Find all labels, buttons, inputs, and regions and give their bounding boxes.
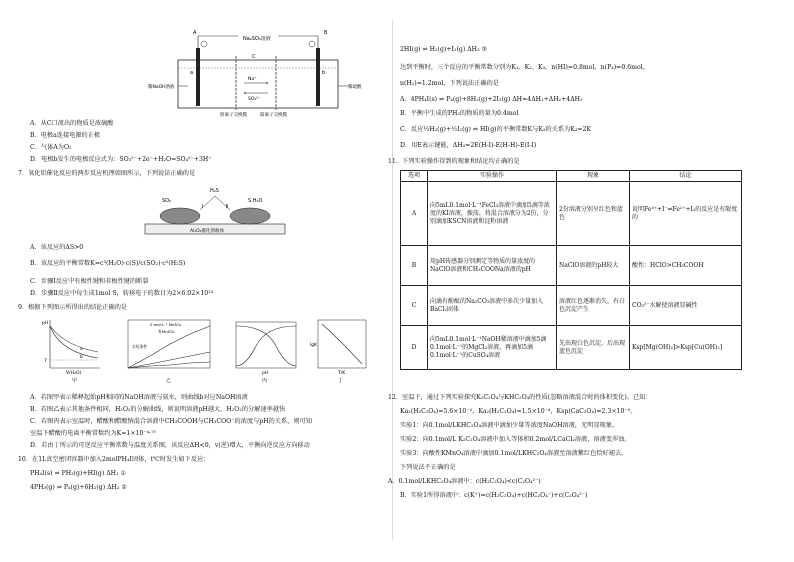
yi-legend-3: 实验条件 (132, 344, 148, 349)
yi-legend-1: 0 mol·L⁻¹ MnSO₄ (150, 322, 182, 327)
ding-caption: 丁 (338, 378, 344, 384)
yi-legend-2: 有MnSO₄ (158, 329, 175, 334)
eq3: 2HI(g) ⇌ H₂(g)+I₂(g) ΔH₃ ③ (400, 46, 488, 53)
jia-caption: 甲 (72, 378, 78, 384)
catalyst-site-1 (160, 208, 200, 224)
r-line-1: n(H₂)=1.2mol，下列说法正确的是 (400, 80, 499, 87)
ding-xlabel: T/K (338, 371, 346, 376)
table-header-row (401, 171, 742, 182)
header-conclusion: 结论 (630, 171, 742, 182)
row-d-operation: 向5mL0.1mol·L⁻¹NaOH稀溶液中滴加5滴0.1mol·L⁻¹的MgCl₂溶液，再滴加5滴0.1mol·L⁻¹的CuSO₄溶液 (428, 326, 557, 370)
q10-option-d: D．若由丁所示的可逆反应平衡常数与温度关系图，该反应ΔH<0，v(逆)增大，平衡向逆反应方向移动 (30, 442, 310, 449)
q8-option-b: B．电极a连接电源的正极 (30, 132, 101, 139)
step-ii-label: Ⅱ (226, 204, 229, 210)
row-c-phenomenon: 溶液红色逐渐消失，有白色沉淀产生 (557, 286, 630, 326)
jia-curve-b: b (80, 355, 83, 360)
step-i-label: Ⅰ (202, 204, 204, 210)
q10-option-b: B．若图乙表示其他条件相同，H₂O₂的分解曲线，则说明溶液pH越大，H₂O₂的分解速率越快 (30, 406, 286, 413)
q11-table (400, 170, 742, 370)
so2-label: SO₂ (162, 198, 172, 204)
row-d-phenomenon: 先出现白色沉淀，后出现蓝色沉淀 (557, 326, 630, 370)
label-b: b (322, 70, 326, 76)
jia-xlabel: V(H₂O) (66, 371, 82, 376)
catalyst-site-2 (230, 208, 270, 224)
h2s-label: H₂S (210, 188, 219, 194)
graph-ding (310, 320, 366, 384)
label-A: A (193, 30, 197, 36)
table-row (401, 326, 742, 370)
four-graphs (40, 316, 370, 384)
row-c-operation: 向滴有酚酞的Na₂CO₃溶液中多次少量加入BaCl₂固体 (428, 286, 557, 326)
row-b-option: B (401, 246, 428, 286)
r-line-4: C．反应½H₂(g)+½I₂(g) ⇌ HI(g)的平衡常数K与K₃的关系为K₃=2K (400, 126, 592, 133)
bing-xlabel: pH (262, 371, 269, 376)
label-C: C (252, 54, 256, 60)
ion-na: Na⁺ (248, 77, 257, 82)
q8-option-a: A．从C口流出的物质是浓硫酸 (30, 120, 114, 127)
q9-stem: 7．氧化铝催化反应的两步反应机理如图所示，下列说法正确的是 (18, 170, 196, 177)
ding-ylabel: lgK (310, 343, 318, 348)
jia-curve-a: a (80, 347, 83, 352)
q12-constants: Ka₁(H₂C₂O₄)=5.6×10⁻²，Ka₂(H₂C₂O₄)=1.5×10⁻⁴，Ksp(CaC₂O₄)=2.3×10⁻⁹。 (400, 408, 637, 415)
q8-option-c: C．气体A为O₂ (30, 144, 72, 151)
top-solution-label: Na₂SO₃溶液 (243, 36, 271, 42)
row-c-conclusion: CO₃²⁻水解使溶液显碱性 (630, 286, 742, 326)
graph-jia (42, 320, 100, 384)
r-line-0: 达到平衡时，三个反应的平衡常数分别为K₁、K₂、K₃，n(HI)=0.8mol，n(P₄)=0.6mol， (400, 64, 649, 71)
row-b-phenomenon: NaClO溶液的pH较大 (557, 246, 630, 286)
header-phenomenon: 现象 (557, 171, 630, 182)
q10-option-a: A．若图甲表示稀释起始pH相同的NaOH溶液与氨水，则曲线b对应NaOH溶液 (30, 394, 248, 401)
row-a-conclusion: 说明Fe³⁺+I⁻⇌Fe²⁺+I₂的反应是有限度的 (630, 182, 742, 246)
yi-caption: 乙 (166, 378, 172, 384)
q12-prompt: 下列说法不正确的是 (400, 464, 456, 471)
electrolysis-figure (148, 28, 388, 118)
row-d-conclusion: Ksp[Mg(OH)₂]>Ksp[Cu(OH)₂] (630, 326, 742, 370)
q12-exp2: 实验2：向0.1mol/L K₂C₂O₄溶液中加入等体积0.2mol/LCaCl₂溶液，溶液变浑浊。 (400, 436, 631, 443)
q10-option-c: C．若图丙表示室温时，醋酸和醋酸钠混合溶液中CH₃COOH与CH₃COO⁻的浓度与pH的关系，则可知 (30, 418, 312, 425)
q12-option-a: A．0.1mol/LKHC₂O₄溶液中：c(H₂C₂O₄)<c(C₂O₄²⁻) (388, 478, 541, 485)
graph-yi (128, 320, 210, 384)
jia-ylabel: pH (42, 321, 49, 326)
base-label: Al₂O₃催化剂载体 (190, 229, 224, 234)
r-line-2: A．4PH₄I(s) ⇌ P₄(g)+8H₂(g)+2I₂(g) ΔH=4ΔH₁+ΔH₂+4ΔH₃ (400, 96, 583, 103)
row-a-operation: 向5mL0.1mol·L⁻¹FeCl₃溶液中滴加5滴等浓度的KI溶液，振荡，将混合溶液分为2份，分别滴加KSCN溶液和淀粉溶液 (428, 182, 557, 246)
row-a-option: A (401, 182, 428, 246)
q9-option-d: D．步骤Ⅱ反应中每生成1mol S，转移电子的数目为2×6.02×10²³ (30, 290, 214, 297)
table-row (401, 182, 742, 246)
electrode-b (316, 48, 320, 106)
q12-option-b: B．实验1所得溶液中：c(K⁺)=c(H₂C₂O₄)+c(HC₂O₄⁻)+c(C₂O₄²⁻) (400, 492, 588, 499)
q11-stem: 10．在1L真空密闭容器中加入2molPH₄I固体，t℃时发生如下反应： (18, 456, 210, 463)
q11-question: 11．下列实验操作得到的现象和结论均正确的是 (388, 158, 520, 165)
s-h2o-label: S H₂O (248, 198, 263, 204)
membrane-1-label: 阴离子交换膜 (220, 113, 247, 118)
r-line-5: D．用E表示键能，ΔH₃=2E(H-I)-E(H-H)-E(I-I) (400, 142, 537, 149)
left-bottom-label: 稀NaOH溶液 (148, 85, 175, 90)
q12-stem: 12．室温下，通过下列实验探究K₂C₂O₄与KHC₂O₄的性质(忽略溶液混合时的体积变化)。已知： (388, 394, 652, 401)
q12-exp1: 实验1：向0.1mol/LKHC₂O₄溶液中滴加少量等浓度NaOH溶液，无明显现象。 (400, 422, 619, 429)
q9-option-c: C．步骤Ⅰ反应中有极性键和非极性键的断裂 (30, 278, 149, 285)
label-B: B (324, 30, 328, 36)
table-row (401, 246, 742, 286)
q9-option-a: A．该反应的ΔS>0 (30, 244, 84, 251)
q12-exp3: 实验3：向酸性KMnO₄溶液中滴加0.1mol/LKHC₂O₄溶液至溶液紫红色恰好褪去。 (400, 450, 628, 457)
row-b-conclusion: 酸性：HClO>CH₃COOH (630, 246, 742, 286)
row-c-option: C (401, 286, 428, 326)
right-bottom-label: 稀硫酸 (348, 85, 362, 90)
catalyst-figure (140, 182, 290, 238)
header-option: 选项 (401, 171, 428, 182)
q11-eq2: 4PH₃(g) ⇌ P₄(g)+6H₂(g) ΔH₂ ② (30, 484, 127, 491)
jia-seven: 7 (44, 359, 47, 364)
row-d-option: D (401, 326, 428, 370)
bing-caption: 丙 (262, 378, 268, 384)
header-operation: 实验操作 (428, 171, 557, 182)
row-b-operation: 用pH传感器分别测定等物质的量浓度的NaClO溶液和CH₃COONa溶液的pH (428, 246, 557, 286)
column-divider (392, 20, 393, 540)
label-a: a (190, 70, 194, 76)
electrode-a (196, 48, 200, 106)
ion-so3: SO₃²⁻ (248, 97, 261, 102)
q11-eq1: PH₄I(s) ⇌ PH₃(g)+HI(g) ΔH₁ ① (30, 470, 127, 477)
row-a-phenomenon: 2份溶液分别呈红色和蓝色 (557, 182, 630, 246)
q10-stem: 9．根据下列图示所得出的结论正确的是 (18, 304, 128, 311)
membrane-2-label: 阳离子交换膜 (260, 113, 287, 118)
q8-option-d: D．电极b发生的电极反应式为：SO₃²⁻+2e⁻+H₂O=SO₄²⁻+3H⁺ (30, 156, 212, 163)
q10-option-c-cont: 室温下醋酸的电离平衡常数约为K=1×10⁻⁴·⁷⁵ (30, 430, 157, 437)
table-row (401, 286, 742, 326)
r-line-3: B．平衡中生成的PH₃的物质的量为0.4mol (400, 110, 519, 117)
graph-bing (236, 322, 296, 384)
q9-option-b: B．该反应的平衡常数K=c³(H₂O)·c(S)/c(SO₂)·c²(H₂S) (30, 260, 186, 267)
